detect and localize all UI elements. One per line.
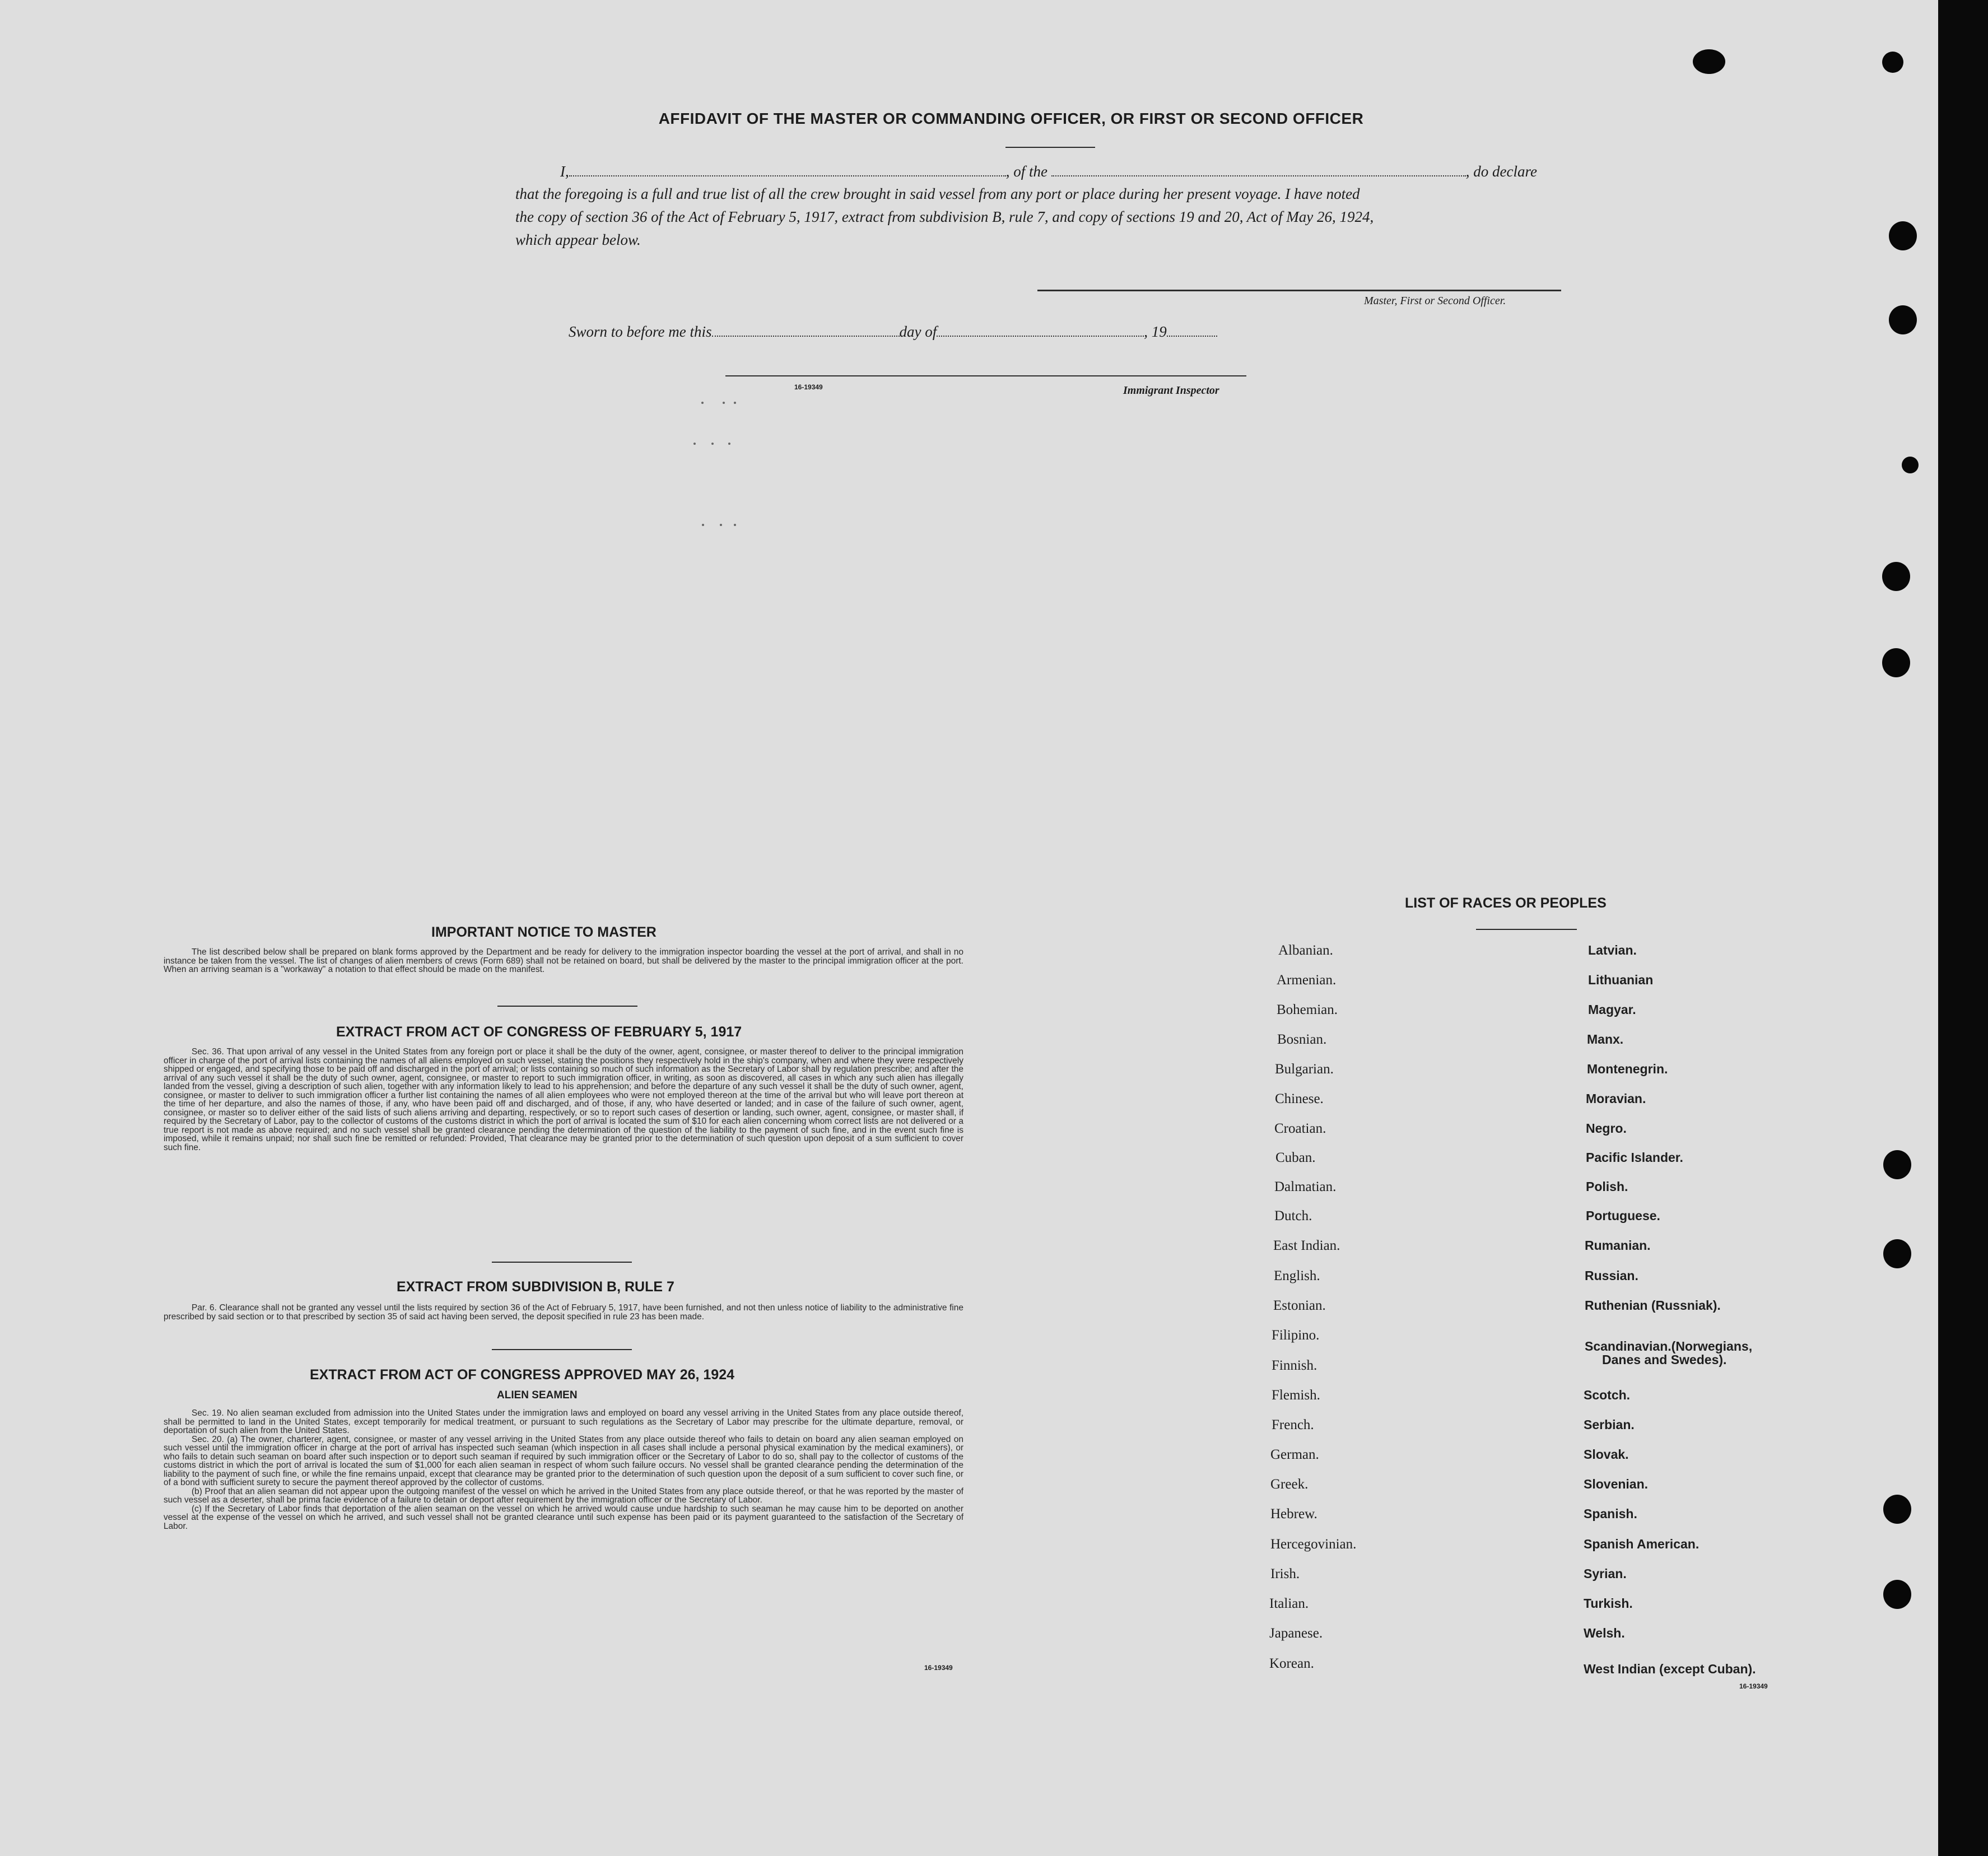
race-item: Dalmatian. — [1274, 1179, 1337, 1194]
race-item: Slovenian. — [1584, 1477, 1649, 1491]
alien-seamen-subtitle: ALIEN SEAMEN — [497, 1389, 578, 1401]
divider — [497, 1006, 637, 1007]
race-item: Pacific Islander. — [1586, 1150, 1683, 1165]
affidavit-line-4: which appear below. — [515, 231, 641, 248]
race-item: Japanese. — [1269, 1626, 1323, 1641]
master-signature-line — [1037, 290, 1561, 291]
title-divider — [1005, 147, 1095, 148]
race-item: Polish. — [1586, 1179, 1628, 1194]
race-item: Spanish American. — [1584, 1537, 1700, 1551]
sworn-month-blank — [937, 323, 1144, 337]
sworn-year-blank — [1167, 323, 1217, 337]
affidavit-title: AFFIDAVIT OF THE MASTER OR COMMANDING OFFICER, OR FIRST OR SECOND OFFICER — [658, 110, 1364, 127]
race-item: Latvian. — [1588, 943, 1637, 957]
race-item: Irish. — [1270, 1566, 1300, 1581]
race-item: West Indian (except Cuban). — [1584, 1662, 1756, 1676]
race-item: Armenian. — [1277, 973, 1337, 988]
race-item: Slovak. — [1584, 1447, 1629, 1462]
race-item: Finnish. — [1272, 1358, 1317, 1373]
race-item: Portuguese. — [1586, 1208, 1660, 1223]
form-number: 16-19349 — [1739, 1682, 1768, 1690]
race-item: Magyar. — [1588, 1002, 1636, 1017]
extract-1917-title: EXTRACT FROM ACT OF CONGRESS OF FEBRUARY 5, 1917 — [336, 1024, 742, 1040]
notice-text: The list described below shall be prepared on blank forms approved by the Department and be ready for delivery to the immigration inspector boarding the vessel at the port of arrival, and shall in no instance be taken from the vessel. The list of changes of alien members of crews (Form 689) shall not be retained on board, but shall be delivered by the master to the principal immigration officer at the port. When an arriving seaman is a "workaway" a notation to that effect should be made on the manifest. — [164, 947, 963, 974]
race-item: Welsh. — [1584, 1626, 1625, 1640]
race-item: Scandinavian.(Norwegians, — [1585, 1339, 1753, 1353]
race-item: Albanian. — [1278, 943, 1333, 958]
race-item: Bohemian. — [1277, 1002, 1338, 1017]
notice-title: IMPORTANT NOTICE TO MASTER — [431, 924, 657, 940]
race-item: Russian. — [1585, 1268, 1638, 1283]
race-item: Hercegovinian. — [1270, 1537, 1357, 1552]
race-item: Estonian. — [1273, 1298, 1326, 1313]
affidavit-line-2: that the foregoing is a full and true list of all the crew brought in said vessel from any port or place during her present voyage. I have noted — [515, 185, 1360, 202]
race-item: Flemish. — [1272, 1388, 1320, 1403]
master-label: Master, First or Second Officer. — [1364, 295, 1506, 307]
divider — [492, 1262, 632, 1263]
divider — [492, 1349, 632, 1350]
extract-1917-text: Sec. 36. That upon arrival of any vessel in the United States from any foreign port or place it shall be the duty of the owner, agent, consignee, or master thereof to deliver to the principal immigration officer in charge of the port of arrival lists containing the names of all aliens employed on such vessel, stating the positions they respectively hold in the ship's company, when and where they were respectively shipped or engaged, and specifying those to be paid off and discharged in the port of arrival; or lists containing so much of such information as the Secretary of Labor shall by regulation prescribe; and after the arrival of any such vessel it shall be the duty of such owner, agent, consignee, or master to report to such immigration officer, in writing, as soon as discovered, all cases in which any such alien has illegally landed from the vessel, giving a description of such alien, together with any information likely to lead to his apprehension; and before the departure of any such vessel it shall be the duty of such owner, agent, consignee, or master to deliver to such immigration officer a further list containing the names of all alien employees who were not employed thereon at the time of the arrival but who will leave port thereon at the time of her departure, and also the names of those, if any, who have been paid off and discharged, and of those, if any, who have deserted or landed; and in case of the failure of such owner, agent, consignee, or master so to deliver either of the said lists of such aliens arriving and departing, respectively, or so to report such cases of desertion or landing, such owner, agent, consignee, or master shall, if required by the Secretary of Labor, pay to the collector of customs of the customs district in which the port of arrival is located the sum of $10 for each alien concerning whom correct lists are not delivered or a true report is not made as above required; and no such vessel shall be granted clearance pending the determination of the question of the liability to the payment of such fine, and in the event such fine is imposed, while it remains unpaid; nor shall such fine be remitted or refunded: Provided, That clearance may be granted prior to the determination of such question upon deposit of a sum sufficient to cover such fine. — [164, 1047, 963, 1152]
race-item: Dutch. — [1274, 1208, 1312, 1224]
vessel-blank — [1051, 163, 1466, 176]
race-item: Danes and Swedes). — [1602, 1352, 1727, 1367]
name-blank — [569, 163, 1006, 176]
form-number: 16-19349 — [924, 1664, 953, 1672]
race-item: Montenegrin. — [1587, 1062, 1668, 1076]
rule7-title: EXTRACT FROM SUBDIVISION B, RULE 7 — [397, 1279, 674, 1295]
race-item: Rumanian. — [1585, 1238, 1651, 1253]
extract-1924-title: EXTRACT FROM ACT OF CONGRESS APPROVED MAY 26, 1924 — [310, 1367, 735, 1383]
race-item: Greek. — [1270, 1477, 1309, 1492]
inspector-label: Immigrant Inspector — [1123, 384, 1219, 397]
race-item: Serbian. — [1584, 1417, 1635, 1432]
race-item: Bosnian. — [1277, 1032, 1327, 1047]
divider — [1476, 929, 1577, 930]
race-item: Chinese. — [1275, 1091, 1324, 1106]
race-item: Croatian. — [1274, 1121, 1326, 1136]
sworn-line: Sworn to before me this day of , 19 — [569, 322, 1610, 342]
race-item: Moravian. — [1586, 1091, 1646, 1106]
race-item: Negro. — [1586, 1121, 1627, 1136]
race-item: Scotch. — [1584, 1388, 1631, 1402]
race-item: Filipino. — [1272, 1328, 1320, 1343]
race-item: Ruthenian (Russniak). — [1585, 1298, 1721, 1313]
affidavit-line-1: I, , of the , do declare — [560, 163, 1537, 180]
race-item: Hebrew. — [1270, 1506, 1317, 1522]
race-item: Spanish. — [1584, 1506, 1637, 1521]
extract-1924-text: Sec. 19. No alien seaman excluded from admission into the United States under the immigration laws and employed on board any vessel arriving in the United States from any place outside thereof, shall be permitted to land in the United States, except temporarily for medical treatment, or pursuant to such regulations as the Secretary of Labor may prescribe for the ultimate departure, removal, or deportation of such alien from the United States. Sec. 20. (a) The owner, charterer, agent, consignee, or master of any vessel arriving in the United States from any place outside thereof who fails to detain on board any alien seaman employed on such vessel until the immigration officer in charge at the port of arrival has inspected such seaman (which inspection in all cases shall include a personal physical examination by the medical examiners), or who fails to detain such seaman on board after such inspection or to deport such seaman if required by such immigration officer or the Secretary of Labor to do so, shall pay to the collector of customs of the customs district in which the port of arrival is located the sum of $1,000 for each alien seaman in respect of whom such failure occurs. No vessel shall be granted clearance pending the determination of the liability to the payment of such fine, or while the fine remains unpaid, except that clearance may be granted prior to the determination of such question upon the deposit of a sum sufficient to cover such fine, or of a bond with sufficient surety to secure the payment thereof approved by the collector of customs. (b) Proof that an alien seaman did not appear upon the outgoing manifest of the vessel on which he arrived in the United States from any place outside thereof, or that he was reported by the master of such vessel as a deserter, shall be prima facie evidence of a failure to detain or deport after requirement by the immigration officer or the Secretary of Labor. (c) If the Secretary of Labor finds that deportation of the alien seaman on the vessel on which he arrived would cause undue hardship to such seaman he may cause him to be deported on another vessel at the expense of the vessel on which he arrived, and such vessel shall not be granted clearance until such expense has been paid or its payment guaranteed to the satisfaction of the Secretary of Labor. — [164, 1408, 963, 1531]
races-title: LIST OF RACES OR PEOPLES — [1405, 895, 1607, 911]
race-item: Cuban. — [1275, 1150, 1316, 1165]
race-item: East Indian. — [1273, 1238, 1340, 1253]
race-item: Italian. — [1269, 1596, 1309, 1611]
affidavit-line-3: the copy of section 36 of the Act of February 5, 1917, extract from subdivision B, rule 7, and copy of sections 19 and 20, Act of May 26, 1924, — [515, 208, 1374, 225]
rule7-text: Par. 6. Clearance shall not be granted any vessel until the lists required by section 36 of the Act of February 5, 1917, have been furnished, and not then unless notice of liability to the administrative fine prescribed by said section or to that prescribed by section 35 of said act having been served, the deposit specified in rule 23 has been made. — [164, 1303, 963, 1322]
race-item: French. — [1272, 1417, 1314, 1432]
race-item: Korean. — [1269, 1656, 1314, 1671]
race-item: Manx. — [1587, 1032, 1624, 1046]
race-item: Bulgarian. — [1275, 1062, 1334, 1077]
scan-edge — [1938, 0, 1988, 1856]
race-item: Syrian. — [1584, 1566, 1627, 1581]
race-item: Turkish. — [1584, 1596, 1633, 1611]
sworn-date-blank — [712, 323, 900, 337]
race-item: English. — [1274, 1268, 1320, 1283]
form-number: 16-19349 — [794, 383, 823, 391]
inspector-signature-line — [725, 375, 1246, 376]
race-item: Lithuanian — [1588, 973, 1654, 987]
race-item: German. — [1270, 1447, 1319, 1462]
